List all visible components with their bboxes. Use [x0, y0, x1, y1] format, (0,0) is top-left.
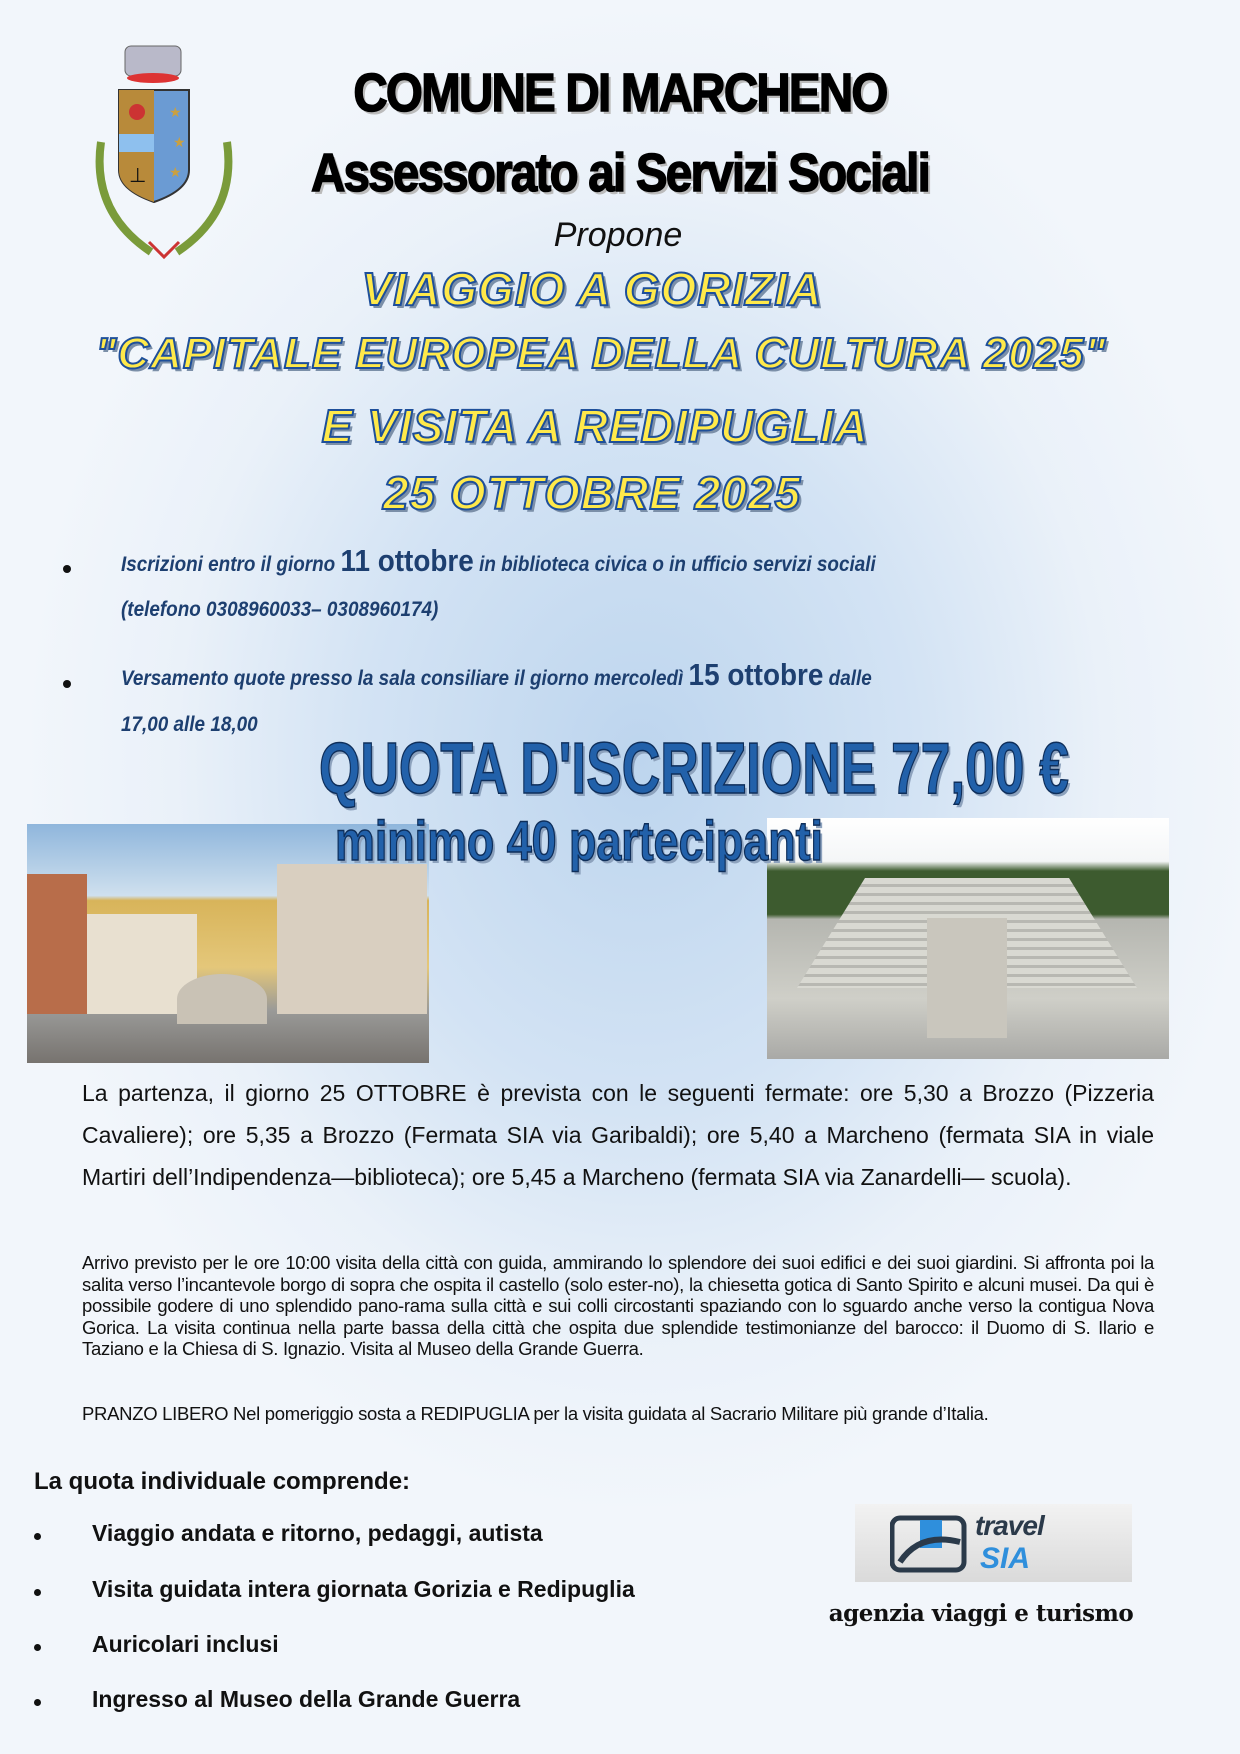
departure-paragraph: La partenza, il giorno 25 OTTOBRE è prevista con le seguenti fermate: ore 5,30 a Brozzo (Pizzeria Cavaliere); ore 5,35 a Brozzo (Fermata SIA via Garibaldi); ore 5,40 a Marcheno (fermata SIA in viale Martiri dell’Indipendenza—biblioteca); ore 5,45 a Marcheno (fermata SIA via Zanardelli— scuola). — [82, 1080, 1154, 1190]
includes-item: Visita guidata intera giornata Gorizia e Redipuglia — [92, 1576, 635, 1602]
svg-text:★: ★ — [173, 134, 186, 150]
payment-hours: 17,00 alle 18,00 — [121, 713, 258, 736]
municipality-title: COMUNE DI MARCHENO — [353, 63, 887, 123]
bullet-icon — [63, 680, 71, 688]
intro-text: Propone — [553, 216, 683, 254]
includes-item: Ingresso al Museo della Grande Guerra — [92, 1686, 521, 1712]
includes-item: Viaggio andata e ritorno, pedaggi, autista — [92, 1520, 543, 1546]
payment-from: dalle — [823, 667, 872, 690]
title-line-3: E VISITA A REDIPUGLIA — [321, 400, 869, 452]
registration-info — [121, 543, 876, 579]
bullet-icon — [34, 1644, 41, 1651]
minimum-participants: minimo 40 partecipanti — [335, 809, 823, 872]
department-title: Assessorato ai Servizi Sociali — [310, 143, 930, 203]
payment-date: 15 ottobre — [688, 657, 824, 692]
bullet-icon — [34, 1589, 41, 1596]
bullet-icon — [34, 1533, 41, 1540]
registration-text: Iscrizioni entro il giorno — [121, 553, 341, 576]
travel-sia-logo — [855, 1504, 1132, 1582]
includes-heading: La quota individuale comprende: — [34, 1468, 411, 1495]
includes-item: Auricolari inclusi — [92, 1631, 279, 1657]
svg-text:★: ★ — [169, 104, 182, 120]
bus-logo-icon — [890, 1514, 970, 1574]
title-line-4: 25 OTTOBRE 2025 — [382, 467, 802, 519]
agency-tagline: agenzia viaggi e turismo — [828, 1600, 1134, 1627]
registration-date: 11 ottobre — [340, 543, 474, 578]
svg-text:⊥: ⊥ — [129, 165, 147, 187]
svg-text:★: ★ — [169, 164, 182, 180]
registration-phone: (telefono 0308960033– 0308960174) — [121, 598, 439, 621]
bullet-icon — [34, 1699, 41, 1706]
afternoon-paragraph: PRANZO LIBERO Nel pomeriggio sosta a REDIPUGLIA per la visita guidata al Sacrario Militare più grande d’Italia. — [82, 1403, 989, 1424]
title-line-2: "CAPITALE EUROPEA DELLA CULTURA 2025" — [95, 329, 1107, 378]
registration-fee: QUOTA D'ISCRIZIONE 77,00 € — [319, 729, 1069, 809]
registration-place: in biblioteca civica o in ufficio servizi sociali — [473, 553, 876, 576]
payment-info — [121, 657, 872, 693]
payment-text: Versamento quote presso la sala consiliare il giorno mercoledì — [121, 667, 689, 690]
bullet-icon — [63, 565, 71, 573]
program-paragraph: Arrivo previsto per le ore 10:00 visita della città con guida, ammirando lo splendore dei suoi edifici e dei suoi giardini. Si affronta poi la salita verso l’incantevole borgo di sopra che ospita il castello (solo ester-no), la chiesetta gotica di Santo Spirito e alcuni musei. Da qui è possibile godere di uno splendido pano-rama sulla città e sui colli circostanti spaziando con lo sguardo anche verso la contigua Nova Gorica. La visita continua nella parte bassa della città che ospita due splendide testimonianze del barocco: il Duomo di S. Ilario e Taziano e la Chiesa di S. Ignazio. Visita al Museo della Grande Guerra. — [82, 1252, 1154, 1359]
redipuglia-memorial-photo — [767, 818, 1169, 1059]
title-line-1: VIAGGIO A GORIZIA — [361, 263, 823, 315]
logo-sia-text: SIA — [980, 1542, 1031, 1575]
logo-travel-text: travel — [975, 1510, 1044, 1541]
